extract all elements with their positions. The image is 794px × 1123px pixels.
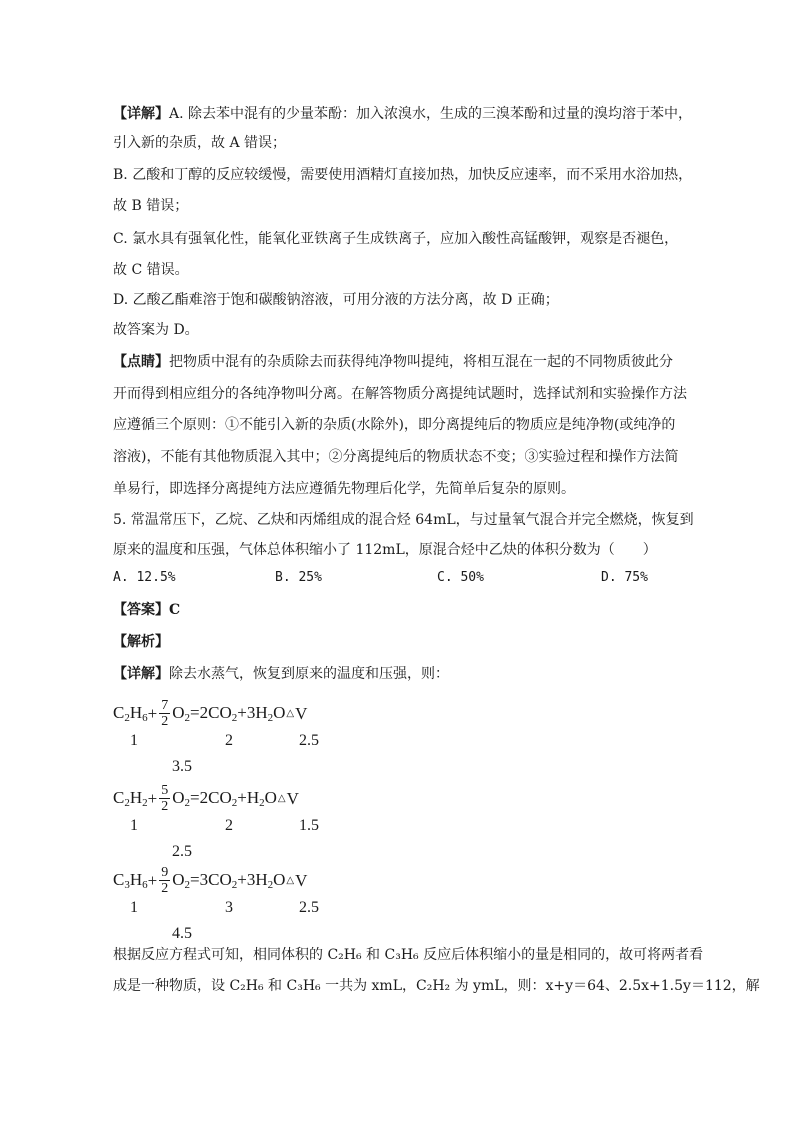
oxygen-volume: 2.5 (172, 843, 192, 860)
detail-2-line (113, 664, 449, 684)
detail-2-text: 除去水蒸气，恢复到原来的温度和压强，则： (169, 666, 449, 682)
tip-line-e: 单易行，即选择分离提纯方法应遵循先物理后化学，先简单后复杂的原则。 (113, 481, 575, 497)
volume-change-symbol: V (295, 703, 308, 723)
equation-ethane (113, 698, 373, 788)
reactant-volume: 1 (130, 732, 138, 749)
conclusion-line-1: 根据反应方程式可知，相同体积的 C₂H₆ 和 C₃H₆ 反应后体积缩小的量是相同的，故可将两者看 (113, 947, 704, 963)
detail-2-heading: 【详解】 (113, 666, 169, 682)
tip-line-b: 开而得到相应组分的各纯净物叫分离。在解答物质分离提纯试题时，选择试剂和实验操作方法 (113, 386, 687, 402)
oxygen-volume: 4.5 (172, 925, 192, 942)
co2-volume: 2 (225, 817, 233, 834)
answer-options (113, 570, 673, 590)
option-b-explain-1: B. 乙酸和丁醇的反应较缓慢，需要使用酒精灯直接加热，加快反应速率，而不采用水浴加热， (113, 167, 693, 183)
products-formula: $=2CO_2+H_2O$ (190, 788, 277, 809)
conclusion-line-2: 成是一种物质，设 C₂H₆ 和 C₃H₆ 一共为 xmL，C₂H₂ 为 ymL，则：x+y＝64、2.5x+1.5y＝112，解 (113, 978, 760, 994)
option-c-explain-1: C. 氯水具有强氧化性，能氧化亚铁离子生成铁离子，应加入酸性高锰酸钾，观察是否褪色， (113, 231, 679, 247)
volume-change-symbol: V (286, 788, 299, 808)
co2-volume: 3 (225, 899, 233, 916)
option-d-explain: D. 乙酸乙酯难溶于饱和碳酸钠溶液，可用分液的方法分离，故 D 正确； (113, 292, 559, 308)
tip-line-a (113, 352, 673, 372)
delta-symbol: △ (277, 793, 286, 804)
option-a: A. 12.5% (113, 570, 176, 585)
analysis-label: 【解析】 (113, 634, 169, 650)
oxygen-volume: 3.5 (172, 758, 192, 775)
equation-acetylene (113, 783, 373, 873)
equation-propene (113, 865, 373, 955)
detail-text-a: A. 除去苯中混有的少量苯酚：加入浓溴水，生成的三溴苯酚和过量的溴均溶于苯中， (169, 106, 693, 122)
delta-symbol: △ (286, 708, 295, 719)
reactant-volume: 1 (130, 899, 138, 916)
volume-change: 1.5 (299, 817, 319, 834)
reactant-volume: 1 (130, 817, 138, 834)
volume-change-symbol: V (295, 870, 308, 890)
tip-text-a: 把物质中混有的杂质除去而获得纯净物叫提纯，将相互混在一起的不同物质彼此分 (169, 354, 673, 370)
detail-line-b: 引入新的杂质，故 A 错误； (113, 135, 287, 151)
question-5-line-b: 原来的温度和压强，气体总体积缩小了 112mL，原混合烃中乙炔的体积分数为（ ） (113, 542, 657, 558)
oxygen-coefficient-fraction: $\frac{7}{2}$ (161, 698, 169, 729)
reactant-formula: $C_2H_6$ (113, 703, 148, 724)
answer-label: 【答案】C (113, 602, 181, 618)
question-5-line-a: 5. 常温常压下，乙烷、乙炔和丙烯组成的混合烃 64mL，与过量氧气混合并完全燃烧，恢复到 (113, 512, 694, 528)
equation-row: $C_3H_6$ + $\frac{9}{2}$ $O_2$ $=3CO_2+3H_2O$ △ V (113, 865, 308, 896)
oxygen-coefficient-fraction: $\frac{5}{2}$ (161, 783, 169, 814)
tip-line-d: 溶液)，不能有其他物质混入其中；②分离提纯后的物质状态不变；③实验过程和操作方法简 (113, 449, 679, 465)
volume-change: 2.5 (299, 732, 319, 749)
answer-summary: 故答案为 D。 (113, 322, 199, 338)
option-b: B. 25% (275, 570, 322, 585)
detail-line-a (113, 104, 692, 124)
products-formula: $=2CO_2+3H_2O$ (190, 703, 286, 724)
co2-volume: 2 (225, 732, 233, 749)
option-c: C. 50% (437, 570, 484, 585)
reactant-formula: $C_3H_6$ (113, 870, 148, 891)
option-d: D. 75% (601, 570, 648, 585)
equation-row: $C_2H_6$ + $\frac{7}{2}$ $O_2$ $=2CO_2+3H_2O$ △ V (113, 698, 308, 729)
option-b-explain-2: 故 B 错误； (113, 198, 189, 214)
reactant-formula: $C_2H_2$ (113, 788, 148, 809)
option-c-explain-2: 故 C 错误。 (113, 262, 189, 278)
tip-heading: 【点睛】 (113, 354, 169, 370)
volume-change: 2.5 (299, 899, 319, 916)
detail-heading: 【详解】 (113, 106, 169, 122)
delta-symbol: △ (286, 875, 295, 886)
oxygen-coefficient-fraction: $\frac{9}{2}$ (161, 865, 169, 896)
tip-line-c: 应遵循三个原则：①不能引入新的杂质(水除外)，即分离提纯后的物质应是纯净物(或纯净的 (113, 417, 676, 433)
products-formula: $=3CO_2+3H_2O$ (190, 870, 286, 891)
equation-row: $C_2H_2$ + $\frac{5}{2}$ $O_2$ $=2CO_2+H_2O$ △ V (113, 783, 299, 814)
